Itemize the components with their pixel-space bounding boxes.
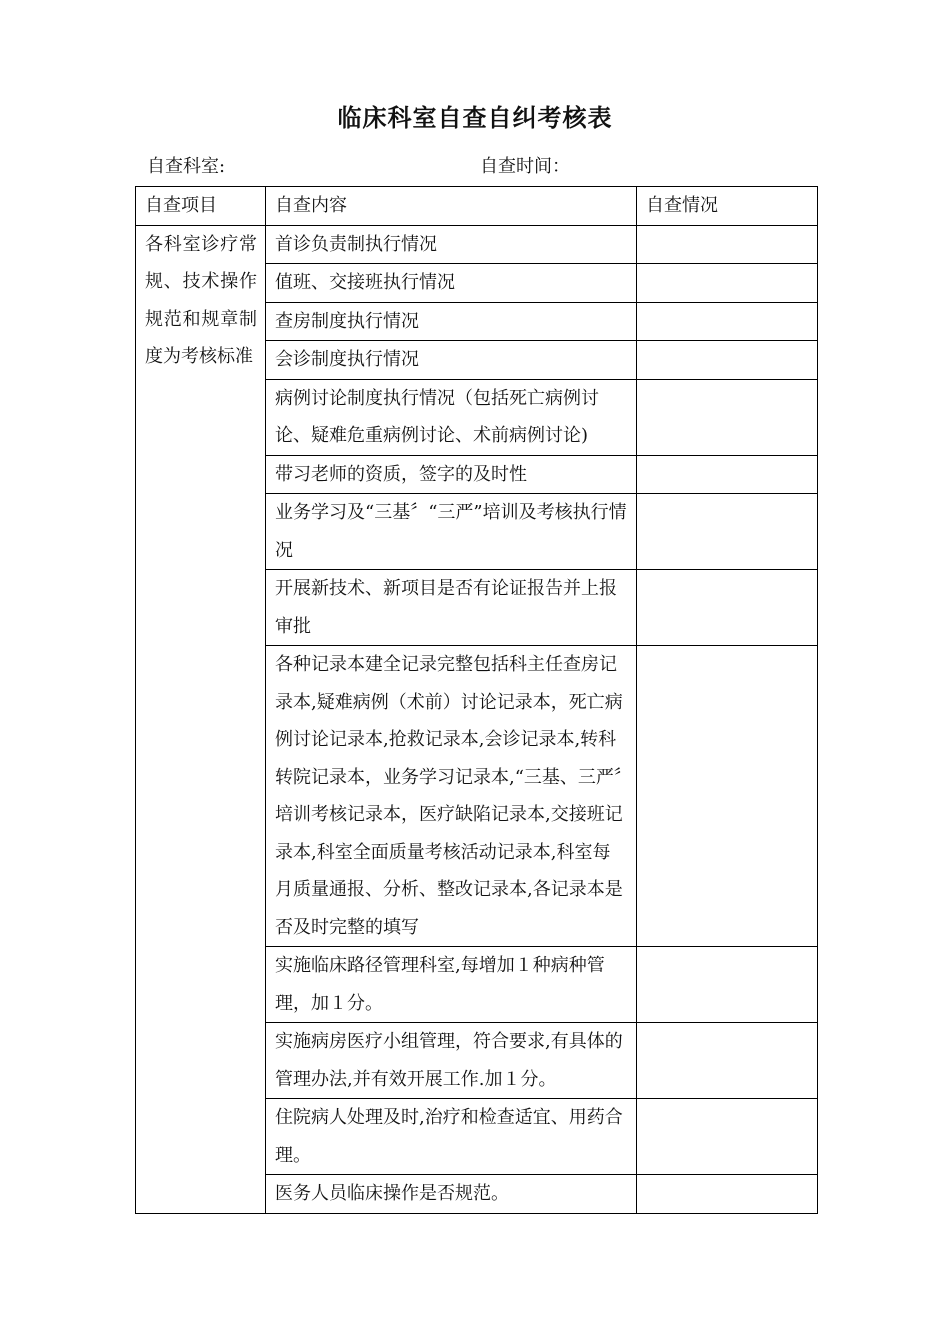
content-cell: 实施病房医疗小组管理，符合要求,有具体的管理办法,并有效开展工作.加１分。: [266, 1023, 637, 1099]
content-cell: 各种记录本建全记录完整包括科主任查房记录本,疑难病例（术前）讨论记录本，死亡病例讨论记录本,抢救记录本,会诊记录本,转科转院记录本，业务学习记录本,“三基、三严〞培训考核记录本，医疗缺陷记录本,交接班记录本,科室全面质量考核活动记录本,科室每月质量通报、分析、整改记录本,各记录本是否及时完整的填写: [266, 646, 637, 947]
status-cell[interactable]: [637, 947, 818, 1023]
content-cell: 首诊负责制执行情况: [266, 225, 637, 264]
self-check-table: [135, 186, 818, 1214]
content-cell: 业务学习及“三基〞“三严”培训及考核执行情况: [266, 494, 637, 570]
content-cell: 值班、交接班执行情况: [266, 264, 637, 303]
status-cell[interactable]: [637, 341, 818, 380]
status-cell[interactable]: [637, 225, 818, 264]
status-cell[interactable]: [637, 264, 818, 303]
status-cell[interactable]: [637, 302, 818, 341]
header-project: 自查项目: [136, 187, 266, 226]
content-cell: 病例讨论制度执行情况（包括死亡病例讨论、疑难危重病例讨论、术前病例讨论): [266, 379, 637, 455]
project-cell: 各科室诊疗常规、技术操作规范和规章制度为考核标准: [136, 225, 266, 1213]
content-cell: 住院病人处理及时,治疗和检查适宜、用药合理。: [266, 1099, 637, 1175]
status-cell[interactable]: [637, 1175, 818, 1214]
header-content: 自查内容: [266, 187, 637, 226]
status-cell[interactable]: [637, 570, 818, 646]
content-cell: 医务人员临床操作是否规范。: [266, 1175, 637, 1214]
header-status: 自查情况: [637, 187, 818, 226]
content-cell: 实施临床路径管理科室,每增加１种病种管理，加１分。: [266, 947, 637, 1023]
header-row: [136, 187, 818, 226]
page-title: 临床科室自查自纠考核表: [337, 104, 613, 132]
status-cell[interactable]: [637, 646, 818, 947]
table-row: [136, 225, 818, 264]
status-cell[interactable]: [637, 494, 818, 570]
status-cell[interactable]: [637, 1023, 818, 1099]
status-cell[interactable]: [637, 1099, 818, 1175]
dept-label: 自查科室:: [147, 156, 226, 177]
content-cell: 开展新技术、新项目是否有论证报告并上报审批: [266, 570, 637, 646]
status-cell[interactable]: [637, 455, 818, 494]
time-label: 自查时间：: [480, 156, 570, 177]
content-cell: 查房制度执行情况: [266, 302, 637, 341]
content-cell: 会诊制度执行情况: [266, 341, 637, 380]
status-cell[interactable]: [637, 379, 818, 455]
content-cell: 带习老师的资质，签字的及时性: [266, 455, 637, 494]
